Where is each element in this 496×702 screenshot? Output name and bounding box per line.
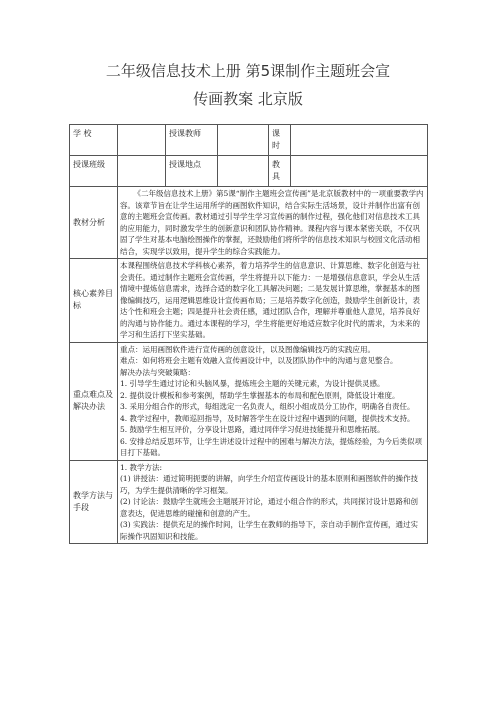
literacy-paragraph: 本课程围绕信息技术学科核心素养，着力培养学生的信息意识、计算思维、数字化创造与社会责任。通过制作主题班会宣传画，学生将提升以下能力：一是增强信息意识，学会从生活情境中提炼信息需求，选择合适的数字化工具解决问题；二是发展计算思维，掌握基本的图像编辑技巧，运用逻辑思维设计宣传画布局；三是培养数字化创造，鼓励学生创新设计，表达个性和班会主题；四是提升社会责任感，通过团队合作，理解并尊重他人意见，培养良好的沟通与协作能力。通过本课程的学习，学生将能更好地适应数字化时代的需求，为未来的学习和生活打下坚实基础。 (120, 261, 420, 339)
keypoints-line: 4. 教学过程中，教师巡回指导，及时解答学生在设计过程中遇到的问题，提供技术支持。 (120, 413, 415, 423)
keypoints-line: 难点：如何将班会主题有效融入宣传画设计中，以及团队协作中的沟通与意见整合。 (120, 356, 398, 365)
keypoints-line: 5. 鼓励学生相互评价，分享设计思路，通过同伴学习促进技能提升和思维拓展。 (120, 425, 385, 434)
class-value (118, 156, 166, 187)
teacher-label: 授课教师 (166, 125, 218, 156)
keypoints-line: 6. 安排总结反思环节，让学生讲述设计过程中的困难与解决方法，提炼经验，为今后类似项目打下基础。 (120, 436, 423, 457)
analysis-text (118, 187, 428, 259)
methods-line: 1. 教学方法: (120, 462, 163, 472)
teacher-value (218, 125, 269, 156)
keypoints-label: 重点难点及解决办法 (70, 342, 118, 460)
location-value (218, 156, 269, 187)
methods-text (118, 460, 428, 544)
keypoints-row (70, 342, 428, 460)
analysis-paragraph: 《二年级信息技术上册》第5课“制作主题班会宣传画”是北京版教材中的一项重要教学内容。该章节旨在让学生运用所学的画图软件知识，结合实际生活场景，设计并制作出富有创意的主题班会宣传画。教材通过引导学生学习宣传画的制作过程，强化他们对信息技术工具的应用能力，同时激发学生的创新意识和团队协作精神。课程内容与课本紧密关联，不仅巩固了学生对基本电脑绘图操作的掌握，还鼓励他们将所学的信息技术知识与校园文化活动相结合，实现学以致用，提升学生的综合实践能力。 (120, 189, 424, 256)
keypoints-text (118, 342, 428, 460)
document-title-line-1: 二年级信息技术上册 第5课制作主题班会宣 (105, 62, 391, 80)
header-row-2 (70, 156, 428, 187)
school-label: 学 校 (70, 125, 118, 156)
school-value (118, 125, 166, 156)
period-value (291, 125, 428, 156)
methods-line: (3) 实践法：提供充足的操作时间，让学生在教师的指导下，亲自动手制作宣传画，通过实际操作巩固知识和技能。 (120, 520, 419, 541)
keypoints-line: 1. 引导学生通过讨论和头脑风暴，提炼班会主题的关键元素，为设计提供灵感。 (120, 379, 385, 388)
location-label: 授课地点 (166, 156, 218, 187)
analysis-row (70, 187, 428, 259)
class-label: 授课班级 (70, 156, 118, 187)
methods-line: (2) 讨论法：鼓励学生就班会主题展开讨论，通过小组合作的形式，共同探讨设计思路和创意表达，促进思维的碰撞和创意的产生。 (120, 497, 419, 518)
document-title-line-2: 传画教案 北京版 (193, 90, 303, 108)
literacy-label: 核心素养目标 (70, 259, 118, 343)
methods-line: (1) 讲授法：通过简明扼要的讲解，向学生介绍宣传画设计的基本原则和画图软件的操作技巧，为学生提供清晰的学习框架。 (120, 474, 419, 495)
methods-label: 教学方法与手段 (70, 460, 118, 544)
header-row-1 (70, 125, 428, 156)
analysis-label: 教材分析 (70, 187, 118, 259)
keypoints-line: 重点：运用画图软件进行宣传画的创意设计，以及图像编辑技巧的实践应用。 (120, 344, 375, 354)
lesson-plan-table (69, 124, 428, 544)
keypoints-line: 解决办法与突破策略： (120, 367, 195, 377)
period-label: 课时 (269, 125, 291, 156)
keypoints-line: 3. 采用分组合作的形式，每组选定一名负责人，组织小组成员分工协作，明确各自责任。 (120, 402, 415, 411)
tools-label: 教具 (269, 156, 291, 187)
literacy-text (118, 259, 428, 343)
tools-value (291, 156, 428, 187)
keypoints-line: 2. 提供设计模板和参考案例，帮助学生掌握基本的布局和配色原则，降低设计难度。 (120, 390, 400, 400)
methods-row (70, 460, 428, 544)
literacy-row (70, 259, 428, 343)
